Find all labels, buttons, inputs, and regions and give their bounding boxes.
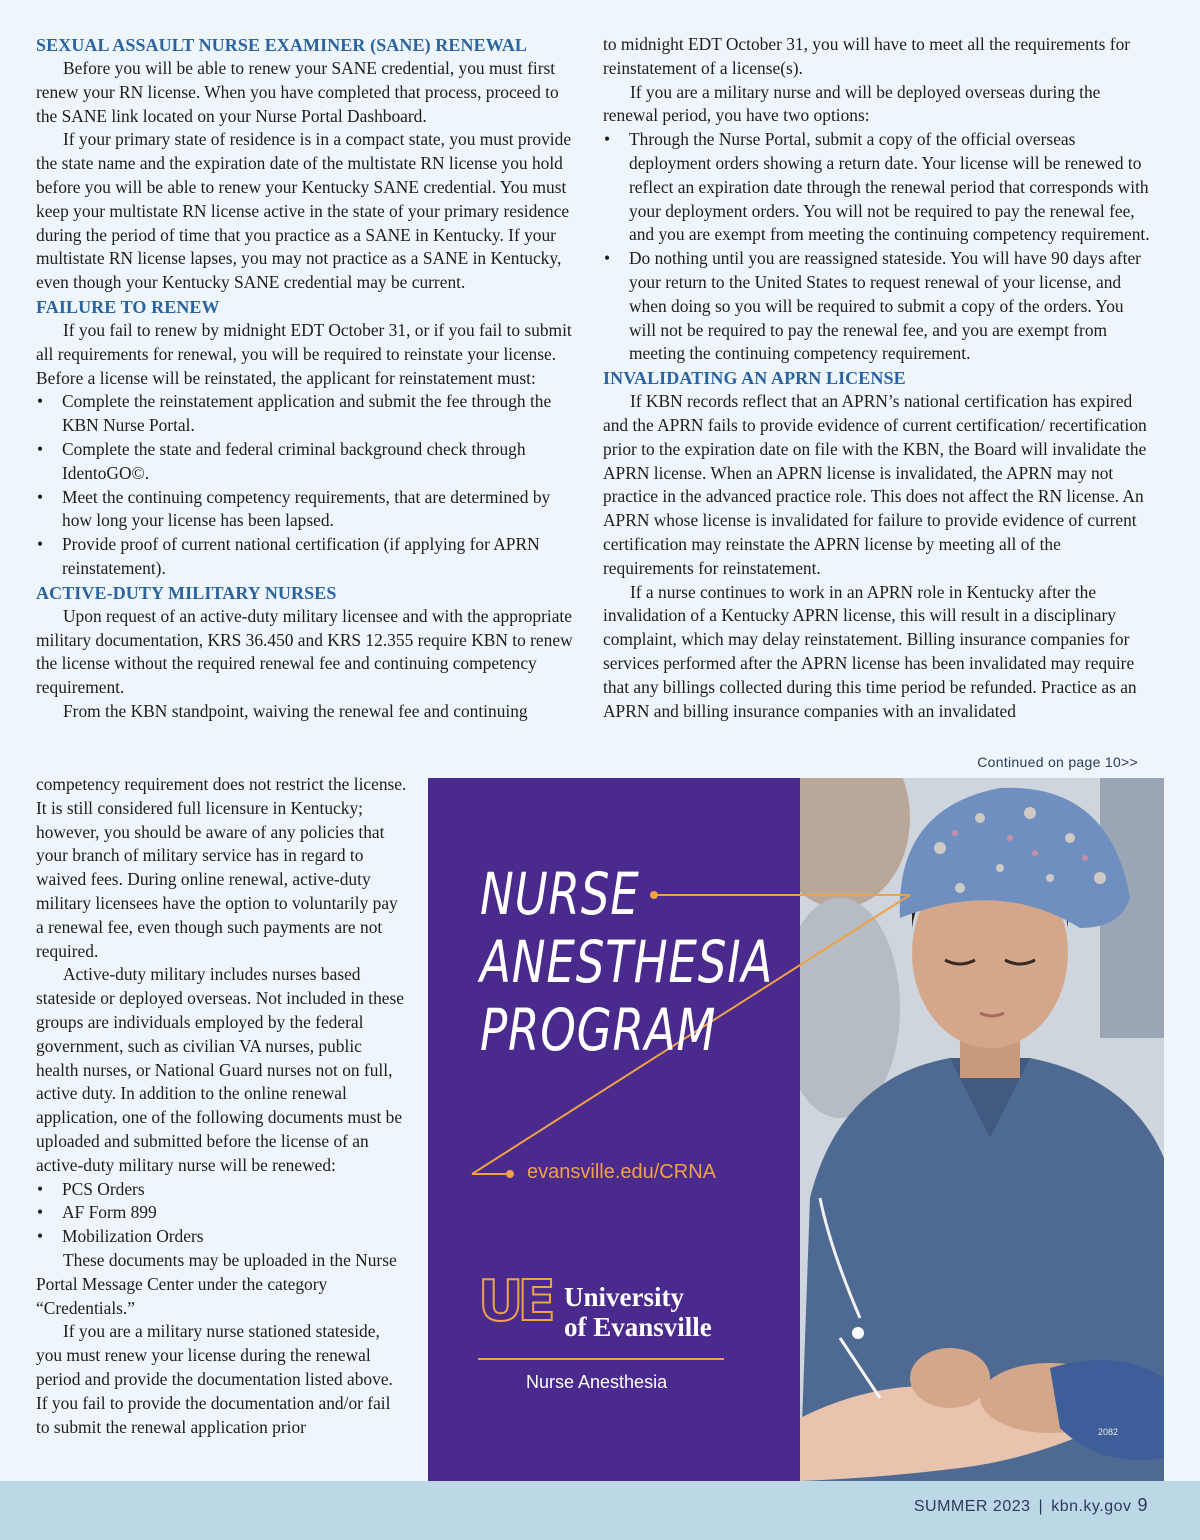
paragraph: From the KBN standpoint, waiving the renewal fee and continuing: [63, 700, 528, 721]
ad-program-name: Nurse Anesthesia: [526, 1372, 668, 1392]
list-item: • Complete the state and federal criminal background check through IdentoGO©.: [36, 438, 584, 486]
right-column: [603, 33, 1151, 723]
list-item: • Do nothing until you are reassigned stateside. You will have 90 days after your return to the United States to request renewal of your license, and when doing so you will be required to submit a copy of the orders. You will not be required to pay the renewal fee, and you are exempt from meeting the continuing competency requirement.: [603, 247, 1151, 366]
left-column: [36, 33, 584, 724]
page-footer: [0, 1481, 1200, 1540]
reinstatement-requirements-list: [36, 390, 584, 580]
paragraph: to midnight EDT October 31, you will have to meet all the requirements for reinstatement of a license(s).: [603, 34, 1131, 78]
heading-failure-to-renew: FAILURE TO RENEW: [36, 296, 220, 317]
ad-title-line: PROGRAM: [480, 996, 717, 1064]
list-item: • AF Form 899: [36, 1201, 408, 1225]
ad-code: 2082: [1097, 1427, 1118, 1437]
heading-sane-renewal: SEXUAL ASSAULT NURSE EXAMINER (SANE) RENEWAL: [36, 35, 528, 55]
paragraph: If you are a military nurse stationed stateside, you must renew your license during the renewal period and provide the documentation listed above. If you fail to provide the documentation and/or fail to submit the renewal application prior: [36, 1321, 393, 1437]
paragraph: competency requirement does not restrict the license. It is still considered full licensure in Kentucky; however, you should be aware of any policies that your branch of military service has in regard to waived fees. During online renewal, active-duty military licensees have the option to voluntarily pay a renewal fee, even though such payments are not required.: [36, 774, 407, 961]
university-name: [564, 1282, 712, 1342]
list-item: • Provide proof of current national certification (if applying for APRN reinstatement).: [36, 533, 584, 581]
paragraph: Active-duty military includes nurses based stateside or deployed overseas. Not included in these groups are individuals employed by the federal government, such as civilian VA nurses, public health nurses, or National Guard nurses not on full, active duty. In addition to the online renewal application, one of the following documents must be uploaded and submitted before the license of an active-duty military nurse will be renewed:: [36, 964, 404, 1175]
military-documents-list: [36, 1178, 408, 1249]
footer-issue: SUMMER 2023: [913, 1498, 1031, 1515]
list-item: • Through the Nurse Portal, submit a copy of the official overseas deployment orders showing a return date. Your license will be renewed to reflect an expiration date through the renewal period that corresponds with your deployment orders. You will not be required to pay the renewal fee, and you are exempt from meeting the continuing competency requirement.: [603, 128, 1151, 247]
footer-separator: |: [1038, 1498, 1044, 1515]
ad-url-link[interactable]: evansville.edu/CRNA: [527, 1161, 716, 1183]
paragraph: If KBN records reflect that an APRN’s national certification has expired and the APRN fails to provide evidence of current certification/ recertification prior to the expiration date on file with the KBN, the Board will invalidate the APRN license. When an APRN license is invalidated, the APRN may not practice in the advanced practice role. This does not affect the RN license. An APRN whose license is invalidated for failure to provide evidence of current certification may reinstate the APRN license by meeting all of the requirements for reinstatement.: [603, 391, 1147, 578]
heading-military-nurses: ACTIVE-DUTY MILITARY NURSES: [36, 582, 337, 603]
university-name-line: of Evansville: [564, 1312, 712, 1342]
footer-site-link[interactable]: kbn.ky.gov: [1051, 1498, 1132, 1515]
paragraph: Upon request of an active-duty military licensee and with the appropriate military documentation, KRS 36.450 and KRS 12.355 require KBN to renew the license without the required renewal fee and continuing competency requirement.: [36, 605, 573, 698]
university-name-line: University: [564, 1282, 684, 1312]
list-item: • Complete the reinstatement application and submit the fee through the KBN Nurse Portal.: [36, 390, 584, 438]
paragraph: If a nurse continues to work in an APRN role in Kentucky after the invalidation of a Kentucky APRN license, this will result in a disciplinary complaint, which may delay reinstatement. Billing insurance companies for services performed after the APRN license has been invalidated may require that any billings collected during this time period be refunded. Practice as an APRN and billing insurance companies with an invalidated: [603, 581, 1137, 721]
paragraph: Before you will be able to renew your SANE credential, you must first renew your RN license. When you have completed that process, proceed to the SANE link located on your Nurse Portal Dashboard.: [36, 58, 559, 126]
list-item: • PCS Orders: [36, 1178, 408, 1202]
ue-logo-icon: UE: [478, 1269, 550, 1334]
ad-title-line: ANESTHESIA: [480, 928, 774, 996]
ad-divider: [478, 1358, 724, 1360]
ad-title: [480, 860, 773, 1064]
continued-link[interactable]: Continued on page 10>>: [977, 754, 1138, 770]
heading-invalidating-aprn: INVALIDATING AN APRN LICENSE: [603, 368, 906, 389]
list-item: • Mobilization Orders: [36, 1225, 408, 1249]
list-item: • Meet the continuing competency requirements, that are determined by how long your license has been lapsed.: [36, 486, 584, 534]
paragraph: If your primary state of residence is in a compact state, you must provide the state name and the expiration date of the multistate RN license you hold before you will be able to renew your Kentucky SANE credential. You must keep your multistate RN license active in the state of your primary residence during the period of time that you practice as a SANE in Kentucky. If your multistate RN license lapses, you may not practice as a SANE in Kentucky, even though your Kentucky SANE credential may be current.: [36, 129, 572, 293]
paragraph: If you fail to renew by midnight EDT October 31, or if you fail to submit all requirements for renewal, you will be required to reinstate your license. Before a license will be reinstated, the applicant for reinstatement must:: [36, 319, 572, 388]
paragraph: These documents may be uploaded in the Nurse Portal Message Center under the category “Credentials.”: [36, 1249, 397, 1318]
paragraph: If you are a military nurse and will be deployed overseas during the renewal period, you have two options:: [603, 81, 1101, 126]
ad-title-line: NURSE: [480, 860, 640, 928]
advertisement-nurse-anesthesia[interactable]: [428, 778, 1164, 1481]
left-narrow-column: [36, 773, 408, 1439]
footer-text: [914, 1495, 1148, 1516]
deployment-options-list: [603, 128, 1151, 366]
page-number: 9: [1137, 1495, 1148, 1515]
